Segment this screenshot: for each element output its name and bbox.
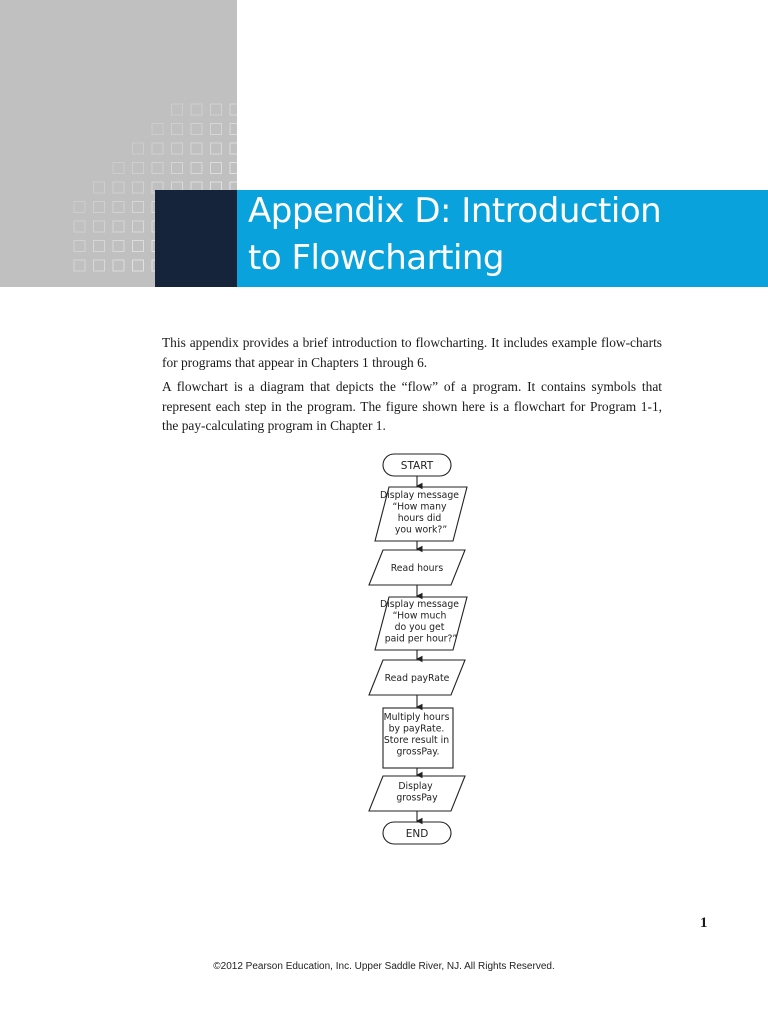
grid-square bbox=[133, 163, 144, 174]
intro-paragraph: This appendix provides a brief introduction to flowcharting. It includes example flow-charts for programs that appear in Chapters 1 through 6. bbox=[162, 335, 662, 370]
grid-square bbox=[211, 124, 222, 135]
step-3-text bbox=[380, 599, 462, 645]
grid-square bbox=[133, 143, 144, 154]
grid-square bbox=[113, 202, 124, 213]
grid-square bbox=[74, 241, 85, 252]
grid-square bbox=[211, 143, 222, 154]
step-1-text bbox=[380, 490, 462, 536]
step-1-line: hours did bbox=[397, 513, 442, 524]
grid-square bbox=[172, 104, 183, 115]
step-5-line: Store result in bbox=[383, 735, 450, 746]
grid-square bbox=[230, 143, 237, 154]
grid-square bbox=[191, 124, 202, 135]
copyright-notice: ©2012 Pearson Education, Inc. Upper Saddle River, NJ. All Rights Reserved. bbox=[213, 961, 555, 972]
step-4-line: Read payRate bbox=[384, 673, 450, 684]
page-title-line-1: Appendix D: Introduction bbox=[248, 191, 662, 231]
step-5-line: by payRate. bbox=[388, 723, 445, 735]
grid-square bbox=[94, 221, 105, 232]
grid-square bbox=[113, 163, 124, 174]
grid-square bbox=[113, 182, 124, 193]
grid-square bbox=[191, 143, 202, 154]
grid-square bbox=[133, 260, 144, 271]
end-label: END bbox=[405, 828, 429, 840]
grid-square bbox=[113, 221, 124, 232]
step-2-line: Read hours bbox=[390, 563, 444, 574]
page-title-line-2: to Flowcharting bbox=[248, 238, 505, 278]
grid-square bbox=[74, 202, 85, 213]
step-1-line: you work?” bbox=[394, 524, 448, 536]
grid-square bbox=[94, 260, 105, 271]
grid-square bbox=[191, 104, 202, 115]
step-6-line: grossPay bbox=[396, 792, 438, 804]
grid-square bbox=[172, 143, 183, 154]
grid-square bbox=[211, 163, 222, 174]
step-3-line: do you get bbox=[394, 622, 445, 633]
grid-square bbox=[152, 143, 163, 154]
header-dark-block bbox=[155, 190, 237, 287]
grid-square bbox=[94, 182, 105, 193]
step-3-line: “How much bbox=[392, 610, 447, 622]
step-5-line: grossPay. bbox=[396, 746, 440, 758]
grid-square bbox=[230, 124, 237, 135]
grid-square bbox=[172, 163, 183, 174]
step-3-line: paid per hour?” bbox=[384, 633, 458, 645]
step-6-line: Display bbox=[398, 781, 433, 792]
page-title bbox=[248, 188, 758, 282]
grid-square bbox=[74, 260, 85, 271]
step-1-line: Display message bbox=[380, 490, 460, 501]
grid-square bbox=[191, 163, 202, 174]
start-label: START bbox=[400, 460, 434, 472]
grid-square bbox=[133, 182, 144, 193]
grid-square bbox=[113, 241, 124, 252]
step-5-line: Multiply hours bbox=[383, 712, 450, 723]
step-3-line: Display message bbox=[380, 599, 460, 610]
grid-square bbox=[94, 202, 105, 213]
grid-square bbox=[113, 260, 124, 271]
page-number: 1 bbox=[700, 915, 708, 931]
grid-square bbox=[94, 241, 105, 252]
grid-square bbox=[152, 124, 163, 135]
grid-square bbox=[152, 163, 163, 174]
grid-square bbox=[74, 221, 85, 232]
grid-square bbox=[230, 163, 237, 174]
flowchart-description-paragraph: A flowchart is a diagram that depicts the “flow” of a program. It contains symbols that represent each step in the program. The figure shown here is a flowchart for Program 1-1, the pay-calculating program in Chapter 1. bbox=[162, 379, 662, 433]
grid-square bbox=[133, 202, 144, 213]
grid-square bbox=[172, 124, 183, 135]
step-4-text bbox=[385, 673, 450, 684]
grid-square bbox=[133, 241, 144, 252]
step-1-line: “How many bbox=[392, 501, 447, 513]
step-5-text bbox=[384, 712, 453, 758]
step-2-text bbox=[391, 563, 444, 574]
grid-square bbox=[230, 104, 237, 115]
grid-square bbox=[133, 221, 144, 232]
step-6-text bbox=[396, 781, 438, 804]
flowchart-diagram bbox=[355, 450, 475, 850]
grid-square bbox=[211, 104, 222, 115]
